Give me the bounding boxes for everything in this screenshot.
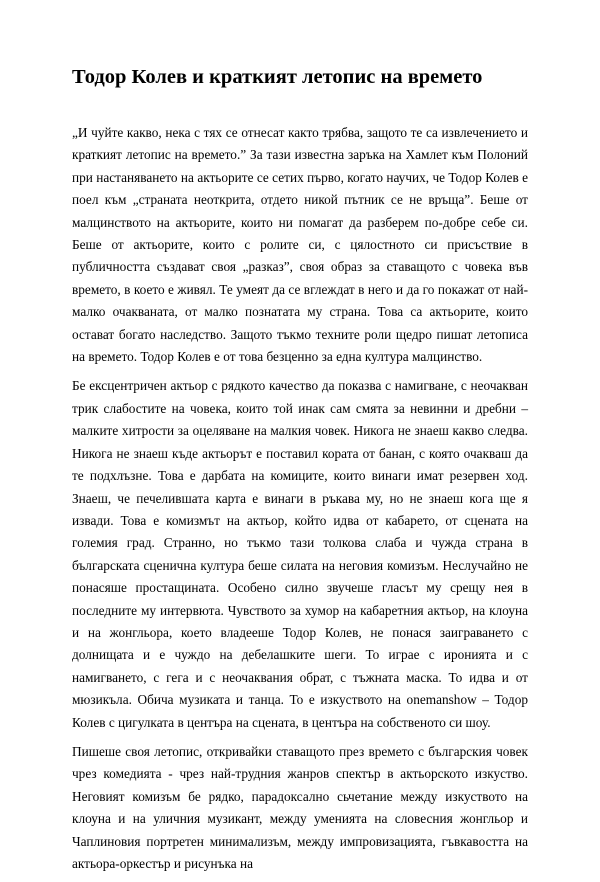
article-body	[72, 122, 528, 882]
paragraph-1: „И чуйте какво, нека с тях се отнесат както трябва, защото те са извлечението и краткият летопис на времето.” За тази известна заръка на Хамлет към Полоний при настаняването на актьорите се сетих първо, когато научих, че Тодор Колев е поел към „страната неоткрита, отдето никой пътник се не връща”. Беше от малцинството на актьорите, които ни помагат да разберем по-добре себе си. Беше от актьорите, които с ролите си, с цялостното си присъствие в публичността създават своя „разказ”, своя образ за ставащото с човека във времето, в което е живял. Те умеят да се вглеждат в него и да го покажат от най-малко очакваната, от малко познатата му страна. Това са актьорите, които остават богато наследство. Защото тъкмо техните роли щедро пишат летописа на времето. Тодор Колев е от това безценно за една култура малцинство.	[72, 125, 528, 365]
page-title: Тодор Колев и краткият летопис на времето	[72, 66, 483, 88]
paragraph-2: Бе ексцентричен актьор с рядкото качество да показва с намигване, с неочакван трик слабостите на човека, които той инак сам смята за невинни и дребни – малките хитрости за оцеляване на малкия човек. Никога не знаеш какво следва. Никога не знаеш къде актьорът е поставил кората от банан, с която очакваш да те подхлъзне. Това е дарбата на комиците, които винаги имат резервен ход. Знаеш, че печелившата карта е винаги в ръкава му, но не знаеш кога ще я извади. Това е комизмът на актьор, който идва от кабарето, от сцената на големия град. Странно, но тъкмо тази толкова слаба и чужда страна в българската сценична култура беше силата на неговия комизъм. Неслучайно не понасяше простащината. Особено силно звучеше гласът му срещу нея в последните му интервюта. Чувството за хумор на кабаретния актьор, на клоуна и на жонгльора, което владееше Тодор Колев, не понася заиграването с долнищата и е чуждо на дебелашките шеги. То играе с иронията и с намигването, с гега и с неочаквания обрат, с тъжната маска. То идва и от мюзикъла. Обича музиката и танца. То е изкуството на onemanshow – Тодор Колев с цигулката в центъра на сцената, в центъра на собственото си шоу.	[72, 378, 528, 730]
paragraph-3: Пишеше своя летопис, откривайки ставащото през времето с българския човек чрез комедията - чрез най-трудния жанров спектър в актьорското изкуство. Неговият комизъм бе рядко, парадоксално сьчетание между изкуството на клоуна и на уличния музикант, между уменията на словесния жонгльор и Чаплиновия портретен минимализъм, между импровизацията, гъвкавостта на актьора-оркестър и рисунъка на	[72, 743, 528, 871]
